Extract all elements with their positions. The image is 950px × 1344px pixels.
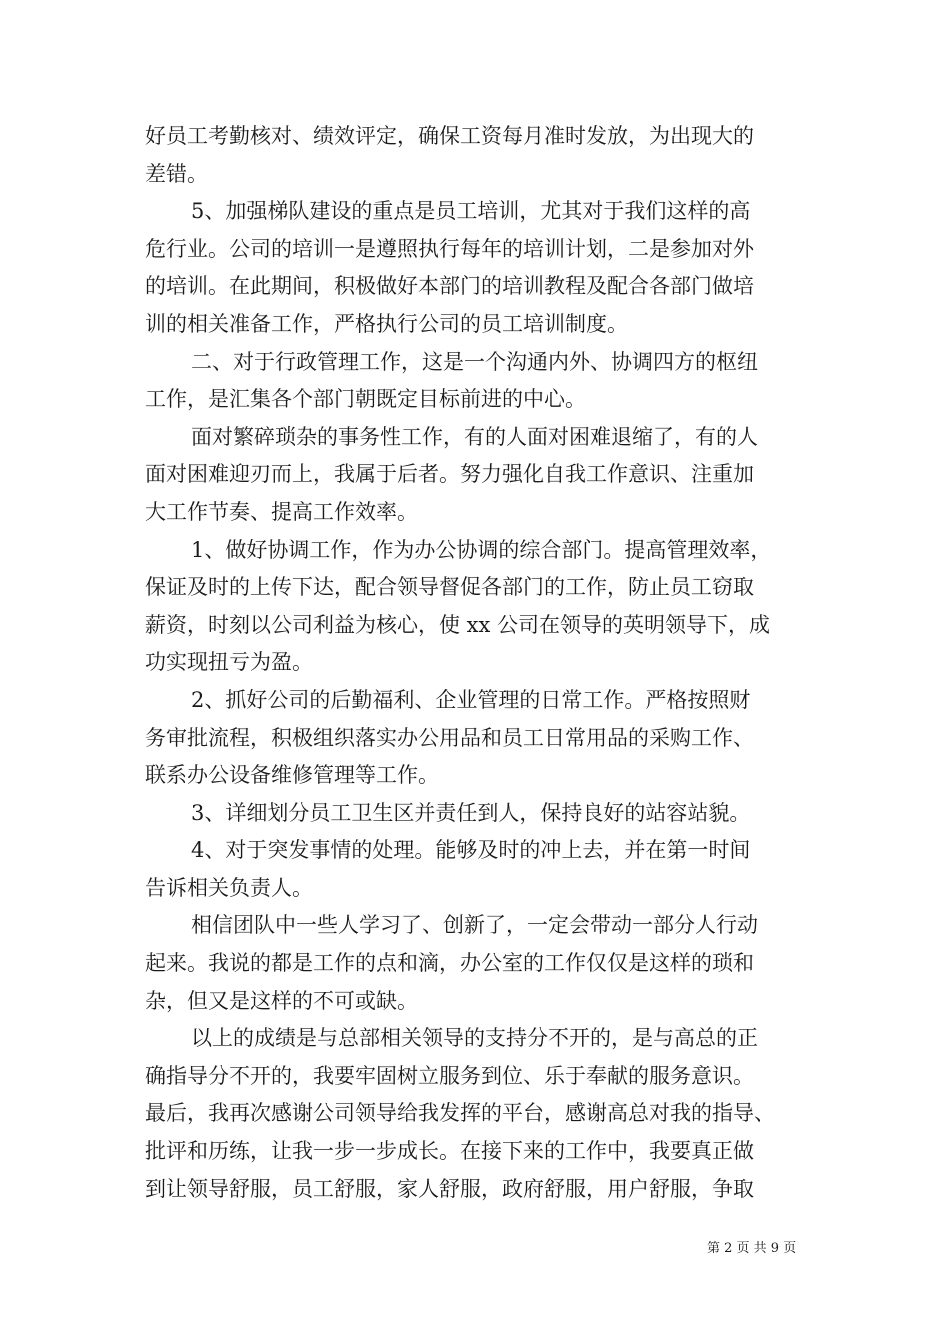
text-line: 到让领导舒服，员工舒服，家人舒服，政府舒服，用户舒服，争取 [145, 1176, 754, 1201]
text-line: 危行业。公司的培训一是遵照执行每年的培训计划，二是参加对外 [145, 236, 754, 261]
text-line: 功实现扭亏为盈。 [145, 650, 313, 675]
text-line: 起来。我说的都是工作的点和滴，办公室的工作仅仅是这样的琐和 [145, 951, 754, 976]
paragraph-start-line: 2、抓好公司的后勤福利、企业管理的日常工作。严格按照财 [191, 687, 751, 712]
paragraph-start-line: 二、对于行政管理工作，这是一个沟通内外、协调四方的枢纽 [191, 349, 758, 374]
text-line: 工作，是汇集各个部门朝既定目标前进的中心。 [145, 387, 586, 412]
text-line: 大工作节奏、提高工作效率。 [145, 499, 418, 524]
text-line: 面对困难迎刃而上，我属于后者。努力强化自我工作意识、注重加 [145, 462, 754, 487]
paragraph-start-line: 面对繁碎琐杂的事务性工作，有的人面对困难退缩了，有的人 [191, 424, 758, 449]
paragraph-start-line: 以上的成绩是与总部相关领导的支持分不开的，是与高总的正 [191, 1026, 758, 1051]
text-line: 最后，我再次感谢公司领导给我发挥的平台，感谢高总对我的指导、 [145, 1101, 775, 1126]
document-body [145, 118, 825, 1208]
text-line: 确指导分不开的，我要牢固树立服务到位、乐于奉献的服务意识。 [145, 1063, 754, 1088]
text-line: 差错。 [145, 161, 208, 186]
paragraph-start-line: 3、详细划分员工卫生区并责任到人，保持良好的站容站貌。 [191, 800, 751, 825]
paragraph-start-line: 4、对于突发事情的处理。能够及时的冲上去，并在第一时间 [191, 838, 751, 863]
text-line: 联系办公设备维修管理等工作。 [145, 763, 439, 788]
text-line: 薪资，时刻以公司利益为核心，使 xx 公司在领导的英明领导下，成 [145, 612, 771, 637]
page-number: 第 2 页 共 9 页 [707, 1241, 797, 1256]
text-line: 杂，但又是这样的不可或缺。 [145, 988, 418, 1013]
text-line: 告诉相关负责人。 [145, 875, 313, 900]
paragraph-start-line: 5、加强梯队建设的重点是员工培训，尤其对于我们这样的高 [191, 199, 751, 224]
text-line: 好员工考勤核对、绩效评定，确保工资每月准时发放，为出现大的 [145, 124, 754, 148]
text-line: 批评和历练，让我一步一步成长。在接下来的工作中，我要真正做 [145, 1139, 754, 1164]
paragraph-start-line: 相信团队中一些人学习了、创新了，一定会带动一部分人行动 [191, 913, 758, 938]
text-line: 保证及时的上传下达，配合领导督促各部门的工作，防止员工窃取 [145, 575, 754, 600]
paragraph-start-line: 1、做好协调工作，作为办公协调的综合部门。提高管理效率， [191, 537, 772, 562]
text-line: 训的相关准备工作，严格执行公司的员工培训制度。 [145, 311, 628, 336]
text-line: 务审批流程，积极组织落实办公用品和员工日常用品的采购工作、 [145, 725, 754, 750]
text-line: 的培训。在此期间，积极做好本部门的培训教程及配合各部门做培 [145, 274, 754, 299]
